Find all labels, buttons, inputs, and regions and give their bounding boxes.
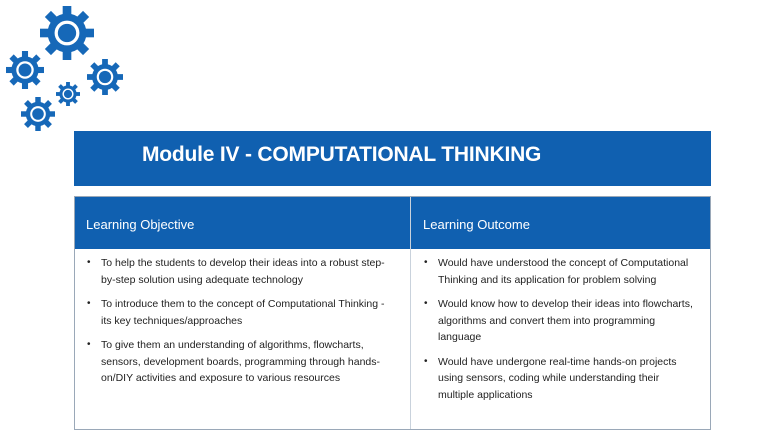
page-title: Module IV - COMPUTATIONAL THINKING xyxy=(142,143,542,166)
learning-outcome-list xyxy=(424,255,694,411)
bullet-icon: • xyxy=(87,339,91,350)
bullet-icon: • xyxy=(424,298,428,309)
list-item xyxy=(424,255,694,288)
bullet-icon: • xyxy=(424,257,428,268)
objectives-outcomes-table xyxy=(74,196,711,430)
list-item xyxy=(424,296,694,346)
list-item-text: To introduce them to the concept of Computational Thinking - its key techniques/approaches xyxy=(101,298,385,327)
gears-icon xyxy=(0,0,140,140)
column-divider xyxy=(410,197,411,429)
learning-objective-list xyxy=(87,255,387,395)
gear-large-icon xyxy=(29,0,105,71)
list-item-text: To give them an understanding of algorithms, flowcharts, sensors, development boards, programming through hands-on/DIY activities and exposure to various resources xyxy=(101,339,380,384)
list-item xyxy=(424,354,694,404)
bullet-icon: • xyxy=(87,257,91,268)
list-item-text: Would have understood the concept of Computational Thinking and its application for problem solving xyxy=(438,257,689,286)
table-header xyxy=(75,197,710,249)
title-banner xyxy=(74,131,711,186)
bullet-icon: • xyxy=(87,298,91,309)
gear-bottom-icon xyxy=(14,90,62,138)
list-item xyxy=(87,255,387,288)
column-heading-learning-objective: Learning Objective xyxy=(86,217,195,232)
list-item-text: Would have undergone real-time hands-on projects using sensors, coding while understanding their multiple applications xyxy=(438,355,677,401)
gear-small-icon xyxy=(51,77,85,111)
gear-right-icon xyxy=(80,52,131,103)
gear-left-icon xyxy=(0,43,52,97)
list-item xyxy=(87,337,387,387)
list-item-text: To help the students to develop their ideas into a robust step-by-step solution using adequate technology xyxy=(101,257,385,286)
list-item xyxy=(87,296,387,329)
list-item-text: Would know how to develop their ideas into flowcharts, algorithms and convert them into programming language xyxy=(438,298,693,343)
bullet-icon: • xyxy=(424,355,428,367)
column-heading-learning-outcome: Learning Outcome xyxy=(423,217,530,232)
